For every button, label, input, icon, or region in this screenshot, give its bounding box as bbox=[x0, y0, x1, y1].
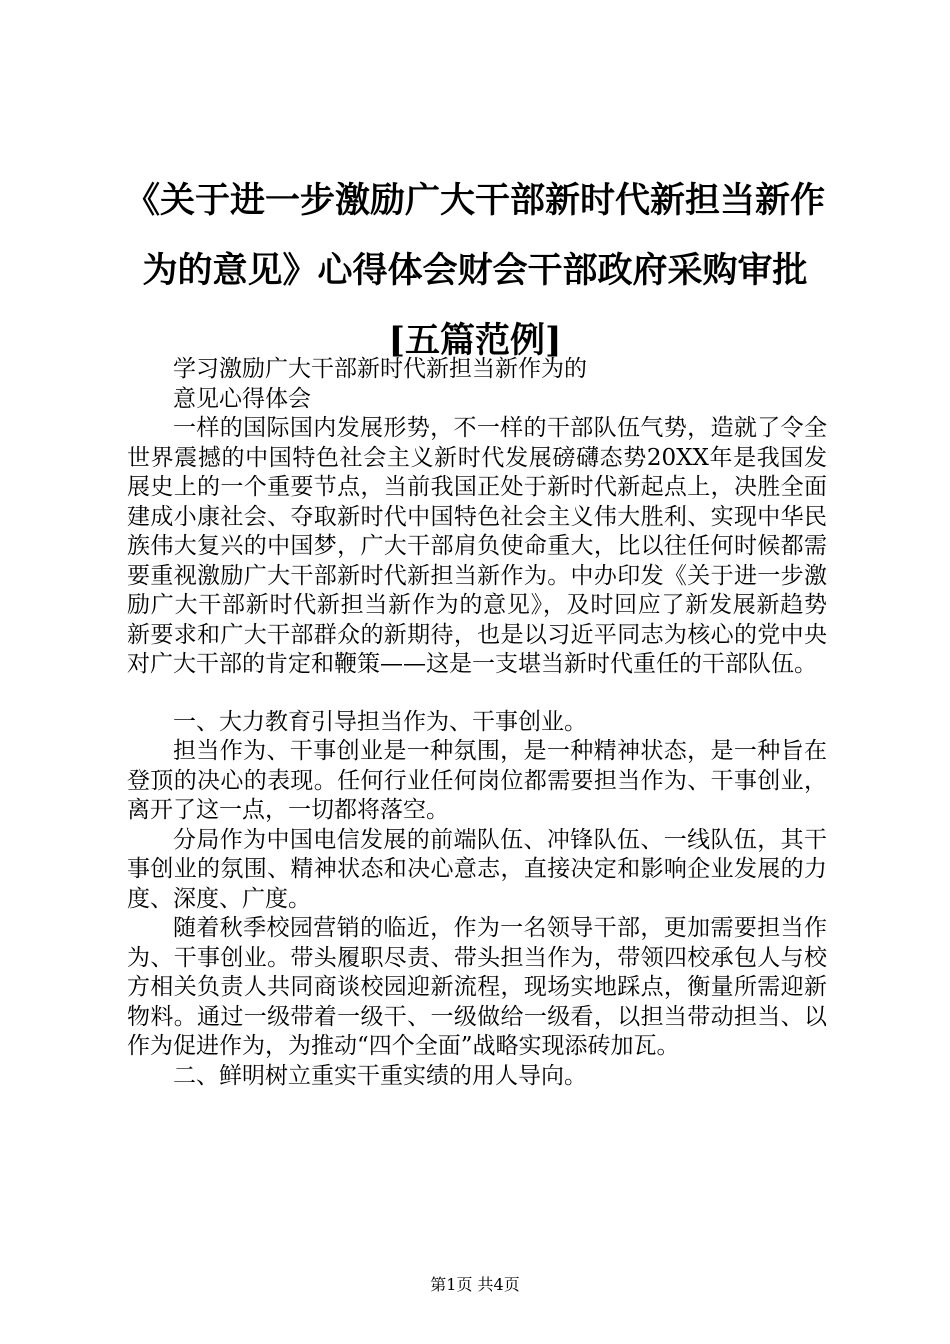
document-body bbox=[127, 355, 827, 1091]
paragraph-gap bbox=[127, 680, 827, 708]
paragraph: 随着秋季校园营销的临近，作为一名领导干部，更加需要担当作为、干事创业。带头履职尽责、带头担当作为，带领四校承包人与校方相关负责人共同商谈校园迎新流程，现场实地踩点，衡量所需迎新物料。通过一级带着一级干、一级做给一级看，以担当带动担当、以作为促进作为，为推动“四个全面”战略实现添砖加瓦。 bbox=[127, 915, 827, 1059]
title-line: 为的意见》心得体会财会干部政府采购审批 bbox=[142, 250, 808, 291]
title-line: [五篇范例] bbox=[388, 320, 562, 361]
document-title bbox=[60, 166, 890, 376]
section-heading: 一、大力教育引导担当作为、干事创业。 bbox=[173, 708, 587, 735]
subtitle-line: 学习激励广大干部新时代新担当新作为的 bbox=[173, 356, 587, 382]
paragraph: 一样的国际国内发展形势，不一样的干部队伍气势，造就了令全世界震撼的中国特色社会主义新时代发展磅礴态势20XX年是我国发展史上的一个重要节点，当前我国正处于新时代新起点上，决胜全面建成小康社会、夺取新时代中国特色社会主义伟大胜利、实现中华民族伟大复兴的中国梦，广大干部肩负使命重大，比以往任何时候都需要重视激励广大干部新时代新担当新作为。中办印发《关于进一步激励广大干部新时代新担当新作为的意见》，及时回应了新发展新趋势新要求和广大干部群众的新期待，也是以习近平同志为核心的党中央对广大干部的肯定和鞭策——这是一支堪当新时代重任的干部队伍。 bbox=[127, 415, 827, 677]
title-line: 《关于进一步激励广大干部新时代新担当新作 bbox=[124, 180, 825, 221]
page-footer: 第1页 共4页 bbox=[430, 1275, 520, 1294]
paragraph: 担当作为、干事创业是一种氛围，是一种精神状态，是一种旨在登顶的决心的表现。任何行业任何岗位都需要担当作为、干事创业，离开了这一点，一切都将落空。 bbox=[127, 738, 827, 823]
subtitle-line: 意见心得体会 bbox=[173, 385, 311, 412]
section-heading: 二、鲜明树立重实干重实绩的用人导向。 bbox=[173, 1062, 587, 1089]
paragraph: 分局作为中国电信发展的前端队伍、冲锋队伍、一线队伍，其干事创业的氛围、精神状态和决心意志，直接决定和影响企业发展的力度、深度、广度。 bbox=[127, 826, 827, 912]
